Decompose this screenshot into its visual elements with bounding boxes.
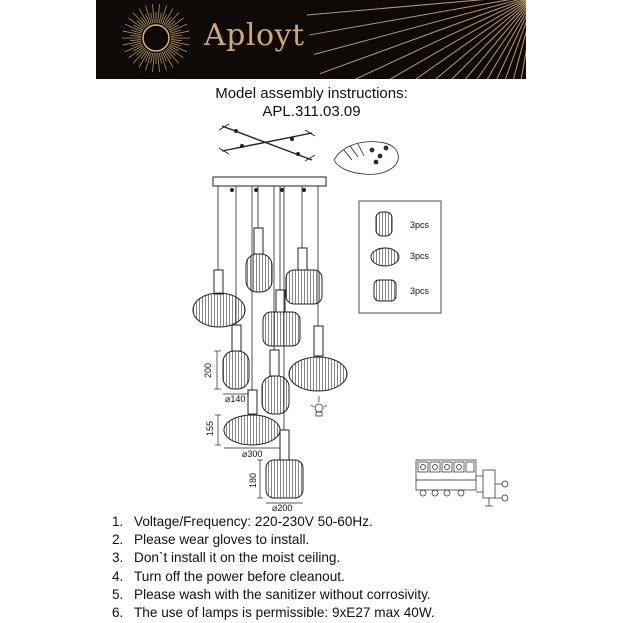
dim-diameter-cylinder: ⌀140 <box>225 394 246 404</box>
legend-count-cylinder: 3pcs <box>410 220 430 230</box>
pendant-cube-1 <box>286 248 322 304</box>
mounting-rails <box>219 124 315 161</box>
dim-height-cube: 180 <box>248 472 258 488</box>
instruction-number: 3. <box>112 550 124 566</box>
legend-ellipse-icon <box>371 248 399 266</box>
instruction-text: Turn off the power before cleanout. <box>134 568 345 584</box>
instruction-text: Don`t install it on the moist ceiling. <box>134 550 341 566</box>
legend-count-ellipse: 3pcs <box>410 251 430 261</box>
dim-height-ellipse: 155 <box>205 420 215 436</box>
instruction-number: 1. <box>112 514 124 529</box>
instruction-item <box>112 604 435 622</box>
pendant-cylinder-1 <box>246 228 272 292</box>
model-number: APL.311.03.09 <box>262 103 361 120</box>
instruction-number: 6. <box>112 605 124 621</box>
instruction-text: Voltage/Frequency: 220-230V 50-60Hz. <box>134 514 373 529</box>
dim-diameter-ellipse: ⌀300 <box>242 449 263 459</box>
pendant-cylinder-2 <box>223 325 249 389</box>
instruction-item <box>112 568 435 586</box>
pendant-ellipse-1 <box>193 270 245 327</box>
ceiling-canopy <box>213 177 326 186</box>
page-title: Model assembly instructions: <box>215 85 408 102</box>
legend-cylinder-icon <box>376 212 392 236</box>
bulb-icon <box>311 396 327 416</box>
hardware-hand-icon <box>334 142 398 175</box>
instruction-item <box>112 549 435 567</box>
legend-cube-icon <box>374 280 396 301</box>
dim-diameter-cube: ⌀200 <box>272 503 293 513</box>
instruction-item <box>112 531 435 549</box>
instruction-number: 5. <box>112 586 124 602</box>
legend-count-cube: 3pcs <box>410 286 430 296</box>
wiring-schematic <box>416 460 508 506</box>
dim-height-cylinder: 200 <box>203 362 213 378</box>
brand-logo: Aployt <box>204 18 305 53</box>
instruction-text: Please wash with the sanitizer without corrosivity. <box>134 586 431 602</box>
instruction-number: 2. <box>112 532 124 548</box>
instruction-number: 4. <box>112 568 124 584</box>
instruction-item <box>112 586 435 604</box>
instruction-text: Please wear gloves to install. <box>134 532 310 548</box>
pendant-cylinder-3 <box>262 350 289 414</box>
instruction-item <box>112 513 435 531</box>
instruction-text: The use of lamps is permissible: 9xE27 max 40W. <box>134 605 435 621</box>
instructions-list <box>112 513 435 622</box>
